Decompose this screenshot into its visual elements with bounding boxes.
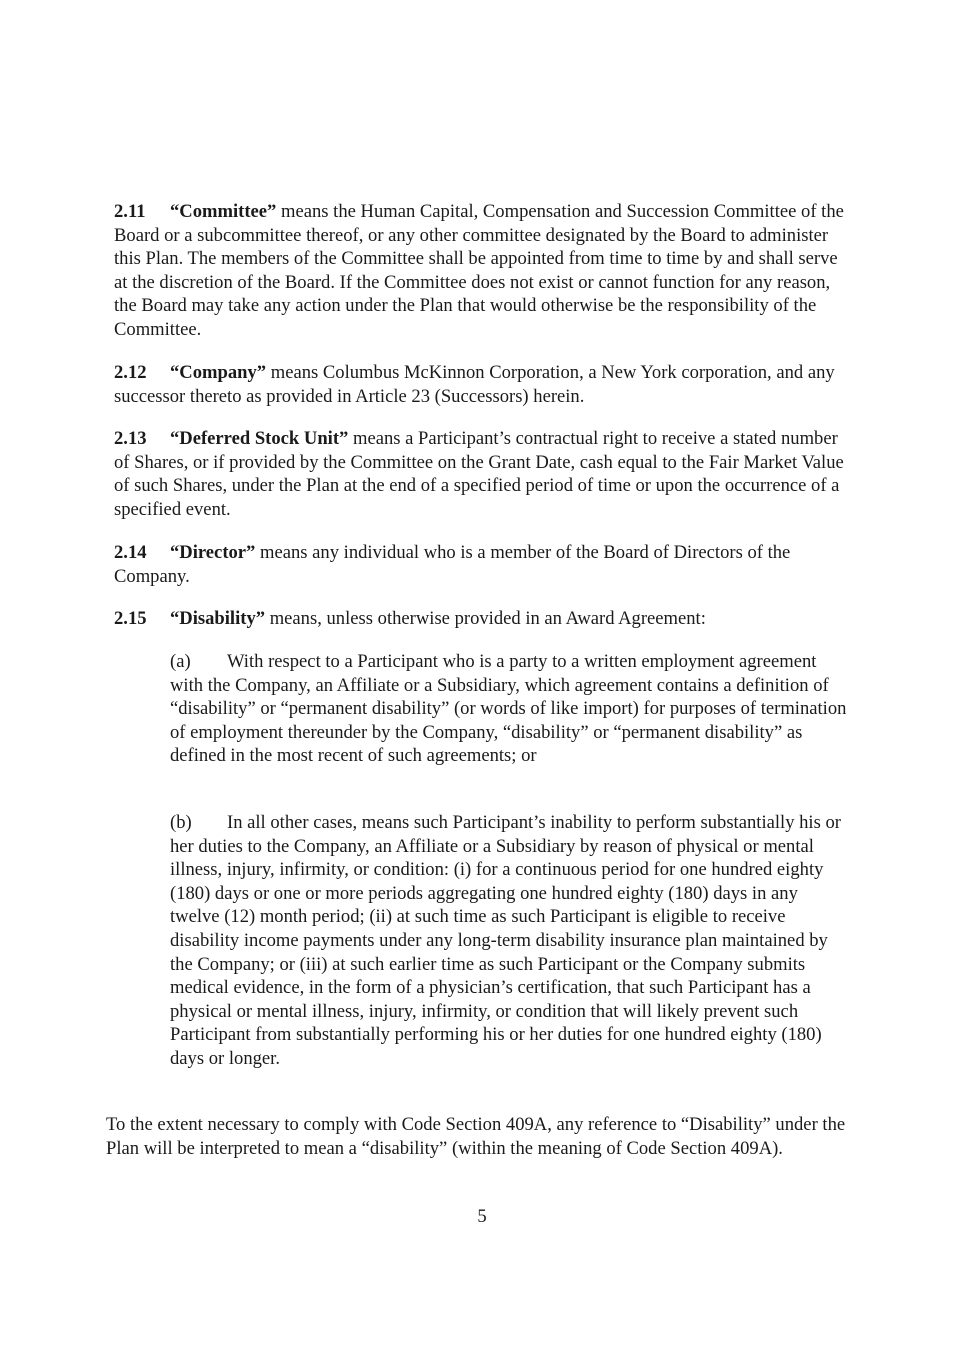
definition-text: means Columbus McKinnon Corporation, a New York corporation, and any successor thereto as provided in Article 23 (Successors) herein. — [114, 362, 835, 407]
definition-text: means, unless otherwise provided in an Award Agreement: — [265, 608, 706, 629]
section-number: 2.14 — [114, 542, 147, 563]
section-number: 2.15 — [114, 608, 147, 629]
defined-term: “Committee” — [170, 201, 277, 222]
definition-deferred-stock-unit — [114, 427, 849, 521]
subclause-text: In all other cases, means such Participant’s inability to perform substantially his or her duties to the Company, an Affiliate or a Subsidiary by reason of physical or mental illness, injury, infirmity, or condition: (i) for a continuous period for one hundred eighty (180) days or one or more periods aggregating one hundred eighty (180) days in any twelve (12) month period; (ii) at such time as such Participant is eligible to receive disability income payments under any long-term disability insurance plan maintained by the Company; or (iii) at such earlier time as such Participant or the Company submits medical evidence, in the form of a physician’s certification, that such Participant has a physical or mental illness, injury, infirmity, or condition that will likely prevent such Participant from substantially performing his or her duties for one hundred eighty (180) days or longer. — [170, 812, 841, 1069]
section-number: 2.13 — [114, 428, 147, 449]
page-number: 5 — [477, 1206, 487, 1227]
subclause-b — [170, 811, 850, 1071]
definition-text: means the Human Capital, Compensation and Succession Committee of the Board or a subcommittee thereof, or any other committee designated by the Board to administer this Plan. The members of the Committee shall be appointed from time to time by and shall serve at the discretion of the Board. If the Committee does not exist or cannot function for any reason, the Board may take any action under the Plan that would otherwise be the responsibility of the Committee. — [114, 201, 844, 340]
definition-company — [114, 361, 849, 408]
subclause-label: (a) — [170, 651, 191, 672]
defined-term: “Disability” — [170, 608, 266, 629]
definition-director — [114, 541, 849, 588]
defined-term: “Director” — [170, 542, 256, 563]
section-number: 2.12 — [114, 362, 147, 383]
definition-disability — [114, 607, 849, 631]
subclause-a — [170, 650, 850, 768]
definition-text: means any individual who is a member of the Board of Directors of the Company. — [114, 542, 791, 587]
closing-paragraph: To the extent necessary to comply with Code Section 409A, any reference to “Disability” under the Plan will be interpreted to mean a “disability” (within the meaning of Code Section 409A). — [106, 1114, 846, 1159]
subclause-text: With respect to a Participant who is a party to a written employment agreement with the Company, an Affiliate or a Subsidiary, which agreement contains a definition of “disability” or “permanent disability” (or words of like import) for purposes of termination of employment thereunder by the Company, “disability” or “permanent disability” as defined in the most recent of such agreements; or — [170, 651, 847, 767]
defined-term: “Company” — [170, 362, 267, 383]
defined-term: “Deferred Stock Unit” — [170, 428, 349, 449]
subclause-label: (b) — [170, 812, 192, 833]
definition-text: means a Participant’s contractual right to receive a stated number of Shares, or if provided by the Committee on the Grant Date, cash equal to the Fair Market Value of such Shares, under the Plan at the end of a specified period of time or upon the occurrence of a specified event. — [114, 428, 844, 520]
definition-committee — [114, 200, 849, 342]
section-number: 2.11 — [114, 201, 146, 222]
